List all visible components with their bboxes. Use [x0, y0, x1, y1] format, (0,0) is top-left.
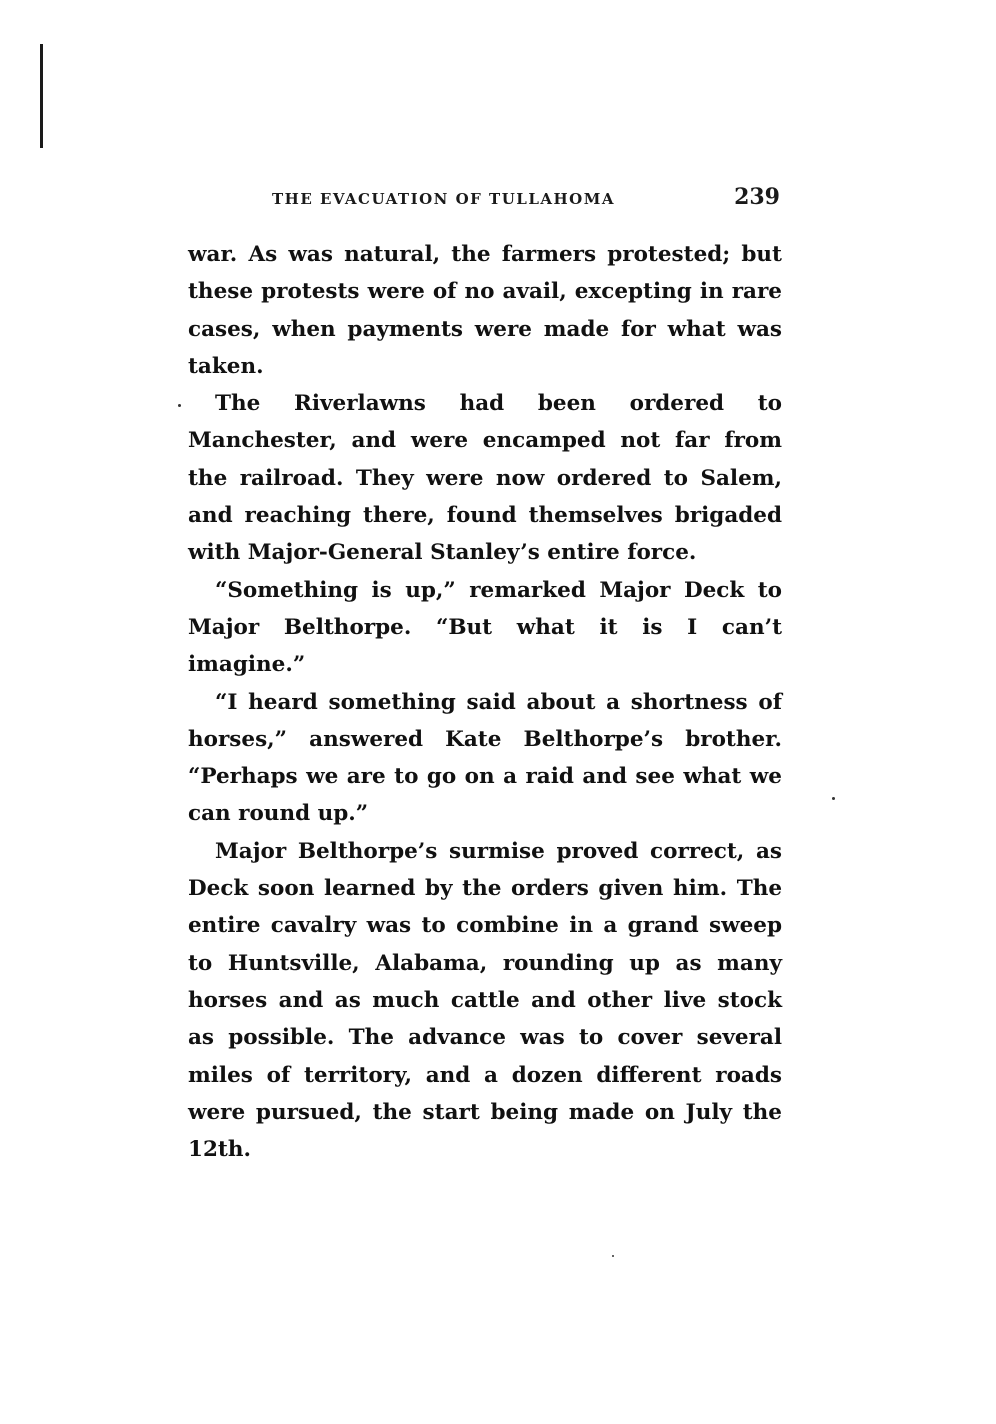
- page-number: 239: [734, 184, 780, 210]
- scan-speck: [178, 404, 181, 407]
- paragraph-5: Major Belthorpe’s surmise proved correct, as Deck soon learned by the orders given him. The entire cavalry was to combine in a grand sweep to Huntsville, Alabama, rounding up as many horses and as much cattle and other live stock as possible. The advance was to cover several miles of territory, and a dozen different roads were pursued, the start being made on July the 12th.: [188, 838, 782, 1163]
- body-text: [188, 236, 782, 1168]
- paragraph-3: “Something is up,” remarked Major Deck to Major Belthorpe. “But what it is I can’t imagine.”: [188, 577, 782, 678]
- scan-speck: [832, 797, 835, 800]
- paragraph-4: “I heard something said about a shortness of horses,” answered Kate Belthorpe’s brother. “Perhaps we are to go on a raid and see what we can round up.”: [188, 689, 782, 827]
- scan-edge-mark: [40, 44, 43, 148]
- running-title: THE EVACUATION OF TULLAHOMA: [272, 190, 615, 208]
- scan-speck: [612, 1255, 614, 1257]
- paragraph-1: war. As was natural, the farmers protested; but these protests were of no avail, excepting in rare cases, when payments were made for what was taken.: [188, 242, 782, 379]
- paragraph-2: The Riverlawns had been ordered to Manchester, and were encamped not far from the railroad. They were now ordered to Salem, and reaching there, found themselves brigaded with Major-General Stanley’s entire force.: [188, 391, 782, 566]
- page-header: [272, 184, 786, 214]
